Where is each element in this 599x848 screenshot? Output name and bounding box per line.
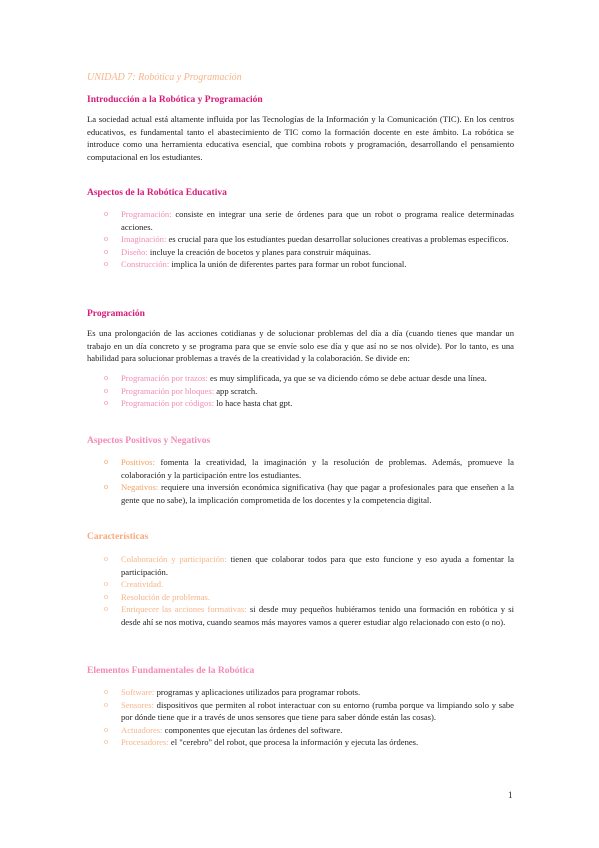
item-text: si desde muy pequeños hubiéramos tenido una formación en robótica y si desde ahí se nos motiva, cuando seamos más mayores vamos a querer estudiar algo relacionado con esto (o no). xyxy=(121,604,514,627)
bullet-icon: o xyxy=(104,591,108,601)
term-label: Negativos: xyxy=(121,482,159,492)
bullet-icon: o xyxy=(104,234,108,243)
bullet-icon: o xyxy=(104,687,108,696)
term-label: Programación por trazos: xyxy=(121,373,208,383)
term-label: Procesadores: xyxy=(121,737,169,747)
term-label: Programación por códigos: xyxy=(121,398,215,408)
bullet-icon: o xyxy=(104,398,108,407)
unit-title: UNIDAD 7: Robótica y Programación xyxy=(87,72,242,83)
term-label: Enriquecer las acciones formativas: xyxy=(121,604,247,614)
list-programacion xyxy=(87,372,514,410)
item-text: incluye la creación de bocetos y planes para construir máquinas. xyxy=(147,246,371,257)
term-label: Positivos: xyxy=(121,457,155,467)
item-text: consiste en integrar una serie de órdenes para que un robot o programa realice determinadas acciones. xyxy=(121,209,514,232)
list-item xyxy=(87,456,514,481)
term-label: Resolución de problemas. xyxy=(121,591,211,602)
bullet-icon: o xyxy=(104,482,108,491)
bullet-icon: o xyxy=(104,737,108,746)
list-item xyxy=(87,724,514,737)
list-item xyxy=(87,372,514,385)
bullet-icon: o xyxy=(104,209,108,218)
list-item xyxy=(87,481,514,506)
item-text: app scratch. xyxy=(214,385,258,396)
item-text: dispositivos que permiten al robot interactuar con su entorno (rumba porque va limpiando solo y sabe por dónde tiene que ir a través de unos sensores que tiene para saber dónde están las cosas). xyxy=(121,699,514,722)
heading-aspectos: Aspectos de la Robótica Educativa xyxy=(87,188,227,198)
bullet-icon: o xyxy=(104,259,108,268)
bullet-icon: o xyxy=(104,724,108,734)
list-item xyxy=(87,578,514,591)
term-label: Programación por bloques: xyxy=(121,385,215,396)
bullet-icon: o xyxy=(104,554,108,563)
item-text: programas y aplicaciones utilizados para programar robots. xyxy=(154,687,361,697)
list-item xyxy=(87,553,514,578)
term-label: Software: xyxy=(121,687,155,697)
item-text: es muy simplificada, ya que se va diciendo cómo se debe actuar desde una línea. xyxy=(207,373,487,383)
paragraph-programacion: Es una prolongación de las acciones cotidianas y de solucionar problemas del día a día (cuando tienes que mandar un trabajo en un día concreto y se programa para que se envíe solo ese día y que así no se nos olvide). Por lo tanto, es una habilidad para solucionar problemas a través de la creatividad y la colaboración. Se divide en: xyxy=(87,328,514,363)
list-item xyxy=(87,233,514,246)
heading-intro: Introducción a la Robótica y Programación xyxy=(87,95,263,105)
list-item xyxy=(87,385,514,398)
bullet-icon: o xyxy=(104,385,108,395)
item-text: componentes que ejecutan las órdenes del software. xyxy=(162,724,343,735)
heading-caracteristicas: Características xyxy=(87,532,149,542)
item-text: implica la unión de diferentes partes para formar un robot funcional. xyxy=(169,259,407,269)
heading-programacion: Programación xyxy=(87,309,145,319)
item-text: es crucial para que los estudiantes puedan desarrollar soluciones creativas a problemas específicos. xyxy=(166,234,509,244)
list-item xyxy=(87,736,514,749)
item-text: fomenta la creatividad, la imaginación y la resolución de problemas. Además, promueve la colaboración y la participación entre los estudiantes. xyxy=(121,457,514,480)
list-caracteristicas xyxy=(87,553,514,628)
term-label: Colaboración y participación: xyxy=(121,554,227,564)
list-item xyxy=(87,258,514,271)
list-item xyxy=(87,397,514,410)
page-number: 1 xyxy=(508,790,513,800)
term-label: Sensores: xyxy=(121,699,154,710)
heading-elementos: Elementos Fundamentales de la Robótica xyxy=(87,666,255,676)
list-item xyxy=(87,699,514,724)
paragraph-intro: La sociedad actual está altamente influida por las Tecnologías de la Información y la Comunicación (TIC). En los centros educativos, es fundamental tanto el abastecimiento de TIC como la formación docente en este ámbito. La robótica se introduce como una herramienta educativa esencial, que combina robots y programación, desarrollando el pensamiento computacional en los estudiantes. xyxy=(87,114,514,162)
list-item xyxy=(87,591,514,604)
heading-positivos-negativos: Aspectos Positivos y Negativos xyxy=(87,436,211,446)
list-aspectos xyxy=(87,208,514,271)
list-positivos-negativos xyxy=(87,456,514,506)
list-item xyxy=(87,686,514,699)
bullet-icon: o xyxy=(104,604,108,613)
item-text: requiere una inversión económica significativa (hay que pagar a profesionales para que enseñen a la gente que no sabe), la implicación comprometida de los docentes y la competencia digital. xyxy=(121,482,514,505)
list-item xyxy=(87,603,514,628)
item-text: el "cerebro" del robot, que procesa la información y ejecuta las órdenes. xyxy=(168,737,419,747)
bullet-icon: o xyxy=(104,457,108,466)
bullet-icon: o xyxy=(104,579,108,588)
item-text: tienen que colaborar todos para que esto funcione y eso ayuda a fomentar la participación. xyxy=(121,554,514,577)
term-label: Actuadores: xyxy=(121,724,163,735)
item-text: lo hace hasta chat gpt. xyxy=(214,398,293,408)
bullet-icon: o xyxy=(104,699,108,709)
term-label: Construcción: xyxy=(121,259,170,269)
list-item xyxy=(87,246,514,259)
term-label: Creatividad. xyxy=(121,579,164,589)
list-elementos xyxy=(87,686,514,749)
bullet-icon: o xyxy=(104,373,108,382)
term-label: Diseño: xyxy=(121,246,148,257)
term-label: Imaginación: xyxy=(121,234,167,244)
term-label: Programación: xyxy=(121,209,172,219)
bullet-icon: o xyxy=(104,246,108,256)
list-item xyxy=(87,208,514,233)
